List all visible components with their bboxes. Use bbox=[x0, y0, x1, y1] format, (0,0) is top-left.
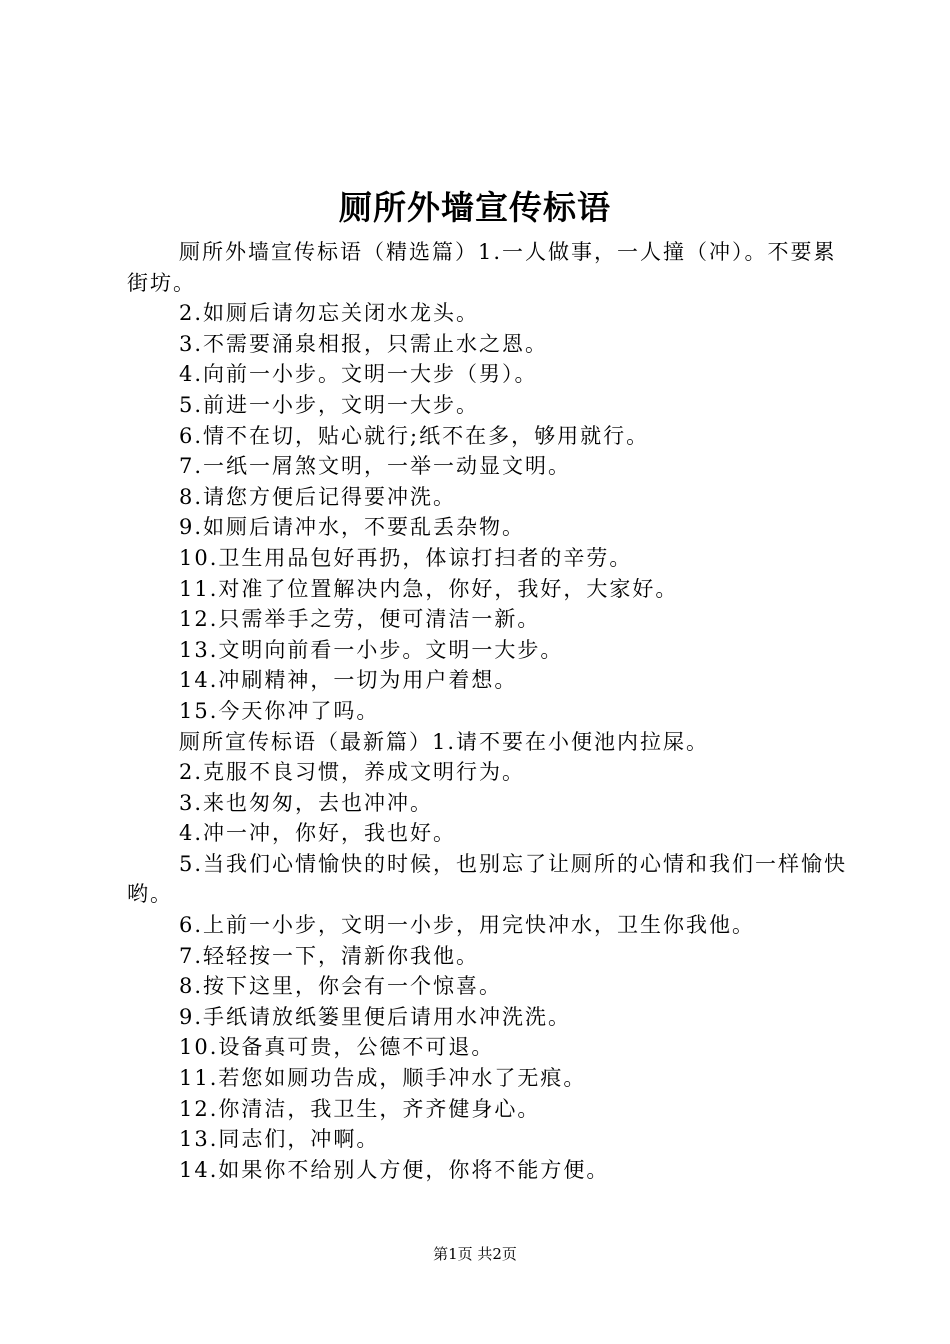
document-body bbox=[127, 237, 852, 1185]
paragraph: 10.设备真可贵，公德不可退。 bbox=[179, 1035, 495, 1060]
paragraph: 7.一纸一屑煞文明，一举一动显文明。 bbox=[179, 454, 572, 479]
paragraph: 厕所外墙宣传标语（精选篇）1.一人做事，一人撞（冲）。不要累街坊。 bbox=[127, 240, 837, 295]
paragraph: 13.同志们，冲啊。 bbox=[179, 1127, 380, 1152]
paragraph: 11.对准了位置解决内急，你好，我好，大家好。 bbox=[179, 576, 679, 601]
page-footer: 第1页 共2页 bbox=[433, 1245, 517, 1263]
paragraph: 5.当我们心情愉快的时候，也别忘了让厕所的心情和我们一样愉快哟。 bbox=[127, 851, 848, 907]
paragraph: 9.手纸请放纸篓里便后请用水冲洗洗。 bbox=[179, 1004, 572, 1029]
paragraph: 15.今天你冲了吗。 bbox=[179, 698, 380, 723]
paragraph: 5.前进一小步，文明一大步。 bbox=[179, 392, 480, 417]
paragraph: 14.冲刷精神，一切为用户着想。 bbox=[179, 668, 518, 693]
paragraph: 6.情不在切，贴心就行;纸不在多，够用就行。 bbox=[179, 423, 650, 448]
paragraph: 4.冲一冲，你好，我也好。 bbox=[179, 821, 457, 846]
paragraph: 11.若您如厕功告成，顺手冲水了无痕。 bbox=[179, 1066, 587, 1091]
paragraph: 13.文明向前看一小步。文明一大步。 bbox=[179, 637, 564, 662]
paragraph: 8.请您方便后记得要冲洗。 bbox=[179, 484, 457, 509]
paragraph: 2.克服不良习惯，养成文明行为。 bbox=[179, 760, 526, 785]
paragraph: 3.不需要涌泉相报，只需止水之恩。 bbox=[179, 331, 549, 356]
paragraph: 9.如厕后请冲水，不要乱丢杂物。 bbox=[179, 515, 526, 540]
paragraph: 6.上前一小步，文明一小步，用完快冲水，卫生你我他。 bbox=[179, 913, 756, 938]
document-title: 厕所外墙宣传标语 bbox=[339, 188, 611, 227]
paragraph: 3.来也匆匆，去也冲冲。 bbox=[179, 790, 434, 815]
paragraph: 10.卫生用品包好再扔，体谅打扫者的辛劳。 bbox=[179, 545, 633, 570]
paragraph: 12.你清洁，我卫生，齐齐健身心。 bbox=[179, 1096, 541, 1121]
paragraph: 2.如厕后请勿忘关闭水龙头。 bbox=[179, 301, 480, 326]
paragraph: 14.如果你不给别人方便，你将不能方便。 bbox=[179, 1157, 610, 1182]
paragraph: 7.轻轻按一下，清新你我他。 bbox=[179, 943, 480, 968]
paragraph: 4.向前一小步。文明一大步（男）。 bbox=[179, 362, 538, 387]
paragraph: 厕所宣传标语（最新篇）1.请不要在小便池内拉屎。 bbox=[179, 729, 710, 754]
paragraph: 12.只需举手之劳，便可清洁一新。 bbox=[179, 607, 541, 632]
paragraph: 8.按下这里，你会有一个惊喜。 bbox=[179, 974, 503, 999]
